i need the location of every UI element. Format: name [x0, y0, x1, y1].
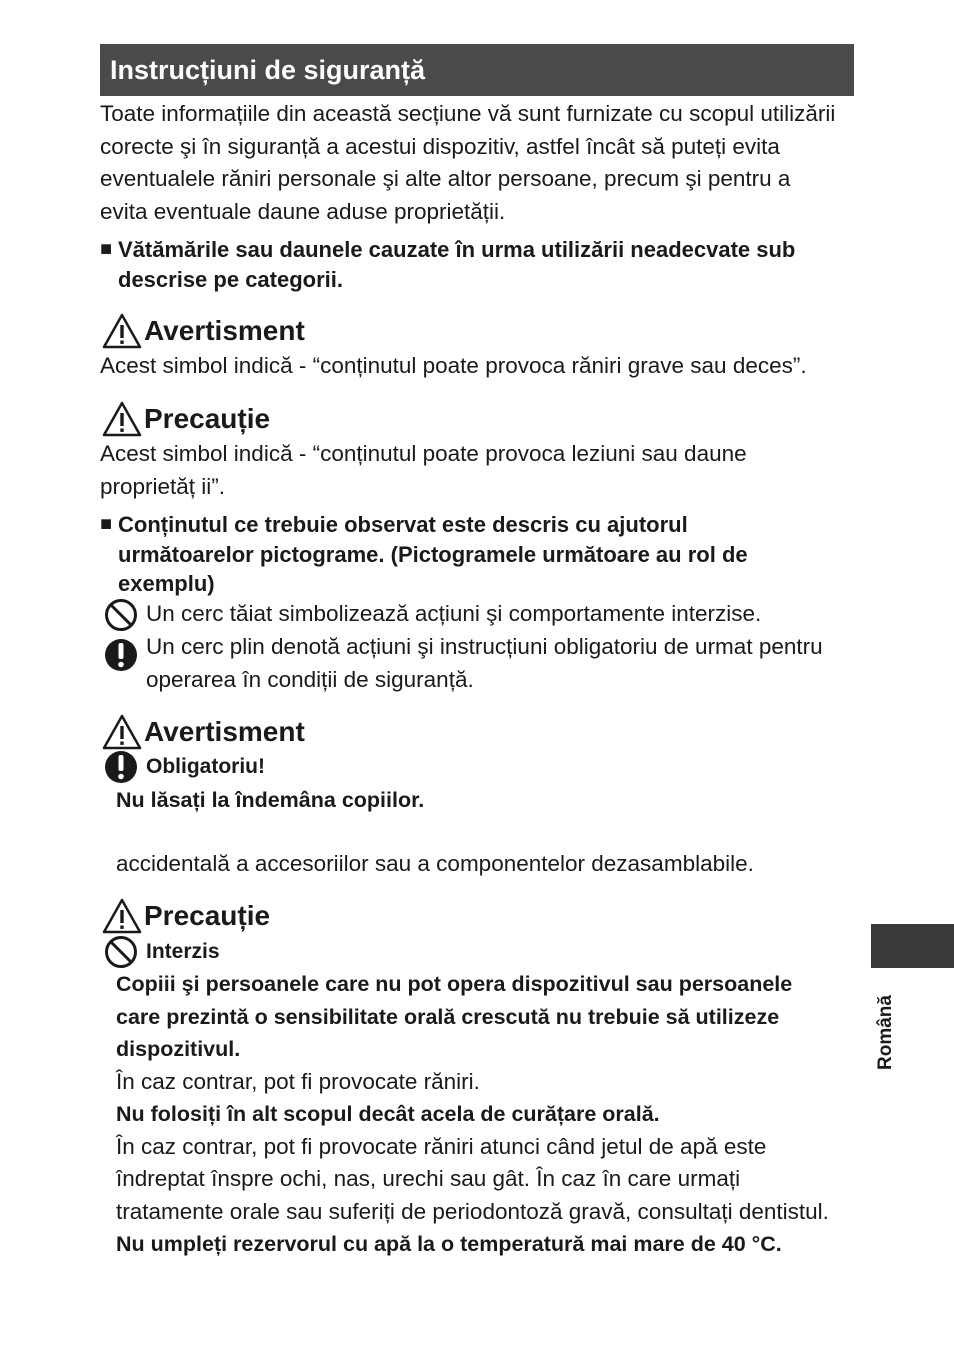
mandatory-label-row [104, 750, 265, 786]
prohibited-circle-icon [104, 598, 140, 632]
warning-heading-text: Avertisment [144, 315, 305, 346]
caution-text-line: tratamente orale sau suferiți de periodontoză gravă, consultați dentistul. [116, 1198, 829, 1224]
intro-paragraph [100, 98, 860, 228]
warning-bold-instruction: Nu lăsați la îndemâna copiilor. [116, 788, 425, 812]
caution-bold-line: care prezintă o sensibilitate orală crescută nu trebuie să utilizeze [116, 1004, 780, 1029]
caution-line: proprietăț ii”. [100, 473, 226, 499]
warning-triangle-icon [102, 714, 142, 750]
prohibited-label-row [104, 935, 220, 969]
intro-line: eventualele răniri personale şi alte altor persoane, precum şi pentru a [100, 166, 791, 191]
intro-line: Toate informațiile din această secțiune vă sunt furnizate cu scopul utilizării [100, 101, 836, 126]
section-title: Instrucțiuni de siguranță [100, 44, 854, 96]
bullet-line: Conținutul ce trebuie observat este descris cu ajutorul [118, 512, 688, 537]
bullet-line: exemplu) [118, 571, 215, 596]
prohibited-circle-icon [104, 935, 140, 969]
caution-heading-text: Precauție [144, 900, 271, 931]
caution-bold-line: dispozitivul. [116, 1037, 241, 1061]
bullet-line: descrise pe categorii. [118, 266, 343, 292]
prohibited-description: Un cerc tăiat simbolizează acțiuni şi comportamente interzise. [146, 601, 762, 626]
bullet-square-icon: ■ [100, 238, 113, 260]
mandatory-exclamation-icon [104, 750, 140, 786]
language-tab-marker [871, 924, 954, 968]
bullet-square-icon: ■ [100, 513, 113, 535]
prohibited-label: Interzis [146, 940, 220, 963]
caution-details [116, 968, 861, 1261]
warning-heading-2 [102, 714, 305, 750]
mandatory-description [146, 631, 823, 696]
caution-bold-line: Nu umpleți rezervorul cu apă la o temperatură mai mare de 40 °C. [116, 1232, 782, 1256]
pictogram-prohibited-row [104, 598, 864, 632]
mandatory-exclamation-icon [104, 637, 140, 675]
warning-triangle-icon [102, 313, 142, 349]
bullet-pictograms [100, 510, 860, 600]
caution-description [100, 438, 860, 503]
caution-heading-text: Precauție [144, 403, 271, 434]
caution-heading-2 [102, 898, 270, 934]
mandatory-label: Obligatoriu! [146, 755, 265, 778]
caution-text-line: În caz contrar, pot fi provocate răniri atunci când jetul de apă este [116, 1133, 767, 1159]
caution-bold-line: Nu folosiți în alt scopul decât acela de curățare orală. [116, 1102, 660, 1126]
warning-detail-text: accidentală a accesoriilor sau a componentelor dezasamblabile. [116, 851, 754, 876]
warning-description: Acest simbol indică - “conținutul poate provoca răniri grave sau deces”. [100, 353, 807, 378]
intro-line: corecte şi în siguranță a acestui dispozitiv, astfel încât să puteți evita [100, 133, 780, 159]
language-label: Română [875, 995, 896, 1070]
pictogram-mandatory-row [104, 631, 864, 696]
caution-bold-line: Copiii şi persoanele care nu pot opera dispozitivul sau persoanele [116, 972, 793, 996]
warning-heading-1 [102, 313, 305, 349]
mandatory-line: Un cerc plin denotă acțiuni şi instrucțiuni obligatoriu de urmat pentru [146, 634, 823, 659]
intro-line: evita eventuale daune aduse proprietății. [100, 198, 506, 224]
bullet-line: Vătămările sau daunele cauzate în urma utilizării neadecvate sub [118, 237, 796, 262]
caution-heading-1 [102, 401, 270, 437]
caution-text-line: îndreptat înspre ochi, nas, urechi sau gât. În caz în care urmați [116, 1166, 741, 1191]
bullet-line: următoarelor pictograme. (Pictogramele următoare au rol de [118, 541, 748, 567]
warning-triangle-icon [102, 898, 142, 934]
warning-heading-text: Avertisment [144, 716, 305, 747]
warning-triangle-icon [102, 401, 142, 437]
caution-line: Acest simbol indică - “conținutul poate provoca leziuni sau daune [100, 441, 747, 466]
mandatory-line: operarea în condiții de siguranță. [146, 666, 474, 692]
bullet-categories [100, 235, 860, 295]
caution-text-line: În caz contrar, pot fi provocate răniri. [116, 1068, 480, 1094]
